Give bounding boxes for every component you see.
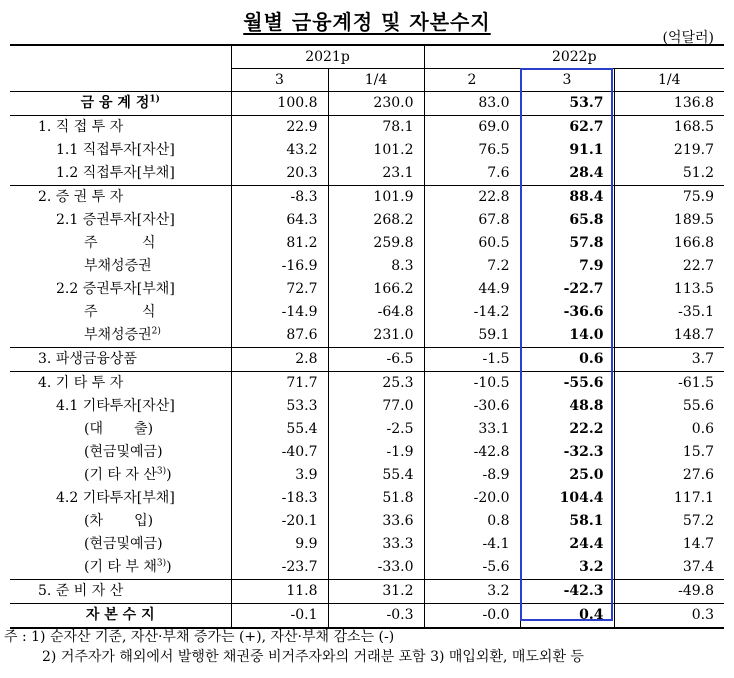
header-year-2021: 2021p: [231, 45, 424, 69]
table-row: [10, 209, 724, 232]
table-row: [10, 186, 724, 210]
row-label: [10, 278, 231, 301]
unit-label: (억달러): [662, 30, 714, 46]
row-label-text: 금 융 계 정: [80, 95, 150, 111]
value-cell: -8.3: [231, 186, 328, 210]
value-cell: 76.5: [424, 139, 520, 162]
value-cell: 113.5: [614, 278, 724, 301]
header-year-2022: 2022p: [424, 45, 724, 69]
value-cell: 87.6: [231, 324, 328, 348]
row-label-text: 1.1 직접투자[자산]: [56, 142, 175, 158]
value-cell: -0.3: [328, 604, 424, 629]
footnote-marker: 3): [156, 466, 167, 477]
value-cell: 230.0: [328, 92, 424, 116]
value-cell: 83.0: [424, 92, 520, 116]
footnote-2: 2) 거주자가 해외에서 발행한 채권중 비거주자와의 거래분 포함 3) 매입외환, 매도외환 등: [42, 649, 584, 665]
value-cell: 53.3: [231, 395, 328, 418]
value-cell: 22.9: [231, 116, 328, 140]
value-cell: 55.4: [328, 464, 424, 487]
value-cell: 75.9: [614, 186, 724, 210]
value-cell: 37.4: [614, 556, 724, 580]
row-label-text: (기 타 자 산: [84, 467, 157, 483]
value-cell: 51.8: [328, 487, 424, 510]
value-cell: 48.8: [520, 395, 614, 418]
table-row: [10, 464, 724, 487]
value-cell: -18.3: [231, 487, 328, 510]
row-label-text: (현금및예금): [84, 536, 163, 552]
value-cell: -10.5: [424, 372, 520, 396]
row-label-text: 4.2 기타투자[부채]: [56, 490, 175, 506]
value-cell: 72.7: [231, 278, 328, 301]
row-label-text: 주 식: [84, 304, 156, 320]
value-cell: 57.2: [614, 510, 724, 533]
table-row: [10, 348, 724, 372]
value-cell: 25.3: [328, 372, 424, 396]
value-cell: -23.7: [231, 556, 328, 580]
row-label: [10, 418, 231, 441]
value-cell: -5.6: [424, 556, 520, 580]
row-label: [10, 487, 231, 510]
value-cell: 55.6: [614, 395, 724, 418]
value-cell: 71.7: [231, 372, 328, 396]
value-cell: 14.0: [520, 324, 614, 348]
value-cell: 22.8: [424, 186, 520, 210]
value-cell: 189.5: [614, 209, 724, 232]
value-cell: 11.8: [231, 580, 328, 604]
table-row: [10, 418, 724, 441]
value-cell: -8.9: [424, 464, 520, 487]
row-label: [10, 92, 231, 116]
row-label-text: 2. 증 권 투 자: [38, 189, 124, 205]
value-cell: 9.9: [231, 533, 328, 556]
header-col: 1/4: [328, 69, 424, 92]
value-cell: 67.8: [424, 209, 520, 232]
value-cell: 53.7: [520, 92, 614, 116]
value-cell: 77.0: [328, 395, 424, 418]
row-label-text: 3. 파생금융상품: [38, 351, 137, 367]
header-col: 3: [520, 69, 614, 92]
value-cell: 81.2: [231, 232, 328, 255]
row-label-text: (현금및예금): [84, 444, 163, 460]
header-corner-2: [10, 69, 231, 92]
row-label: [10, 348, 231, 372]
table-row: [10, 510, 724, 533]
value-cell: 43.2: [231, 139, 328, 162]
table-row: [10, 533, 724, 556]
value-cell: 59.1: [424, 324, 520, 348]
value-cell: 78.1: [328, 116, 424, 140]
value-cell: 91.1: [520, 139, 614, 162]
value-cell: 62.7: [520, 116, 614, 140]
row-label: [10, 510, 231, 533]
value-cell: -30.6: [424, 395, 520, 418]
table-row: [10, 556, 724, 580]
footnote-1: 주 : 1) 순자산 기준, 자산·부채 증가는 (+), 자산·부채 감소는 (-): [4, 629, 395, 645]
table-row: [10, 487, 724, 510]
value-cell: 33.3: [328, 533, 424, 556]
row-label-text: (차 입): [84, 513, 154, 529]
row-label: [10, 395, 231, 418]
value-cell: -49.8: [614, 580, 724, 604]
value-cell: 7.9: [520, 255, 614, 278]
value-cell: -16.9: [231, 255, 328, 278]
table-row: [10, 116, 724, 140]
value-cell: 14.7: [614, 533, 724, 556]
value-cell: 0.4: [520, 604, 614, 629]
value-cell: 58.1: [520, 510, 614, 533]
value-cell: -42.3: [520, 580, 614, 604]
value-cell: 69.0: [424, 116, 520, 140]
row-label-text: 주 식: [84, 235, 156, 251]
footnote-marker: 2): [151, 326, 161, 337]
row-label-text: 1.2 직접투자[부채]: [56, 165, 175, 181]
value-cell: 7.6: [424, 162, 520, 186]
value-cell: 148.7: [614, 324, 724, 348]
value-cell: -32.3: [520, 441, 614, 464]
row-label: [10, 162, 231, 186]
value-cell: 3.7: [614, 348, 724, 372]
table-row: [10, 604, 724, 629]
value-cell: -0.0: [424, 604, 520, 629]
value-cell: 28.4: [520, 162, 614, 186]
table-row: [10, 232, 724, 255]
row-label-text: 4.1 기타투자[자산]: [56, 398, 175, 414]
row-label-text: 2.2 증권투자[부채]: [56, 281, 175, 297]
table-row: [10, 395, 724, 418]
row-label-text: 2.1 증권투자[자산]: [56, 212, 175, 228]
header-col: 1/4: [614, 69, 724, 92]
value-cell: 60.5: [424, 232, 520, 255]
footnote-marker: 3): [156, 558, 167, 569]
value-cell: -14.9: [231, 301, 328, 324]
value-cell: -20.0: [424, 487, 520, 510]
value-cell: 3.2: [424, 580, 520, 604]
row-label: [10, 232, 231, 255]
value-cell: -2.5: [328, 418, 424, 441]
value-cell: 104.4: [520, 487, 614, 510]
table-row: [10, 278, 724, 301]
table-row: [10, 92, 724, 116]
value-cell: 33.1: [424, 418, 520, 441]
row-label-text: 5. 준 비 자 산: [38, 583, 124, 599]
table-row: [10, 441, 724, 464]
page-title: 월별 금융계정 및 자본수지: [243, 10, 491, 34]
row-label: [10, 533, 231, 556]
row-label: [10, 301, 231, 324]
table-row: [10, 139, 724, 162]
value-cell: 0.3: [614, 604, 724, 629]
table-row: [10, 324, 724, 348]
row-label: [10, 255, 231, 278]
value-cell: 2.8: [231, 348, 328, 372]
value-cell: 51.2: [614, 162, 724, 186]
footnote-marker: 1): [149, 94, 160, 105]
value-cell: 0.6: [520, 348, 614, 372]
value-cell: -55.6: [520, 372, 614, 396]
value-cell: 101.9: [328, 186, 424, 210]
value-cell: 57.8: [520, 232, 614, 255]
financial-account-table: [10, 44, 724, 629]
value-cell: 219.7: [614, 139, 724, 162]
value-cell: 3.2: [520, 556, 614, 580]
value-cell: -22.7: [520, 278, 614, 301]
row-label: [10, 186, 231, 210]
table-row: [10, 372, 724, 396]
row-label: [10, 139, 231, 162]
table-row: [10, 301, 724, 324]
value-cell: 27.6: [614, 464, 724, 487]
value-cell: 7.2: [424, 255, 520, 278]
value-cell: -61.5: [614, 372, 724, 396]
value-cell: 3.9: [231, 464, 328, 487]
row-label-text: 1. 직 접 투 자: [38, 119, 124, 135]
value-cell: 166.2: [328, 278, 424, 301]
row-label: [10, 441, 231, 464]
value-cell: -1.5: [424, 348, 520, 372]
row-label-text: 부채성증권: [84, 327, 152, 343]
value-cell: 55.4: [231, 418, 328, 441]
row-label: [10, 464, 231, 487]
value-cell: 65.8: [520, 209, 614, 232]
value-cell: -42.8: [424, 441, 520, 464]
value-cell: -4.1: [424, 533, 520, 556]
row-label: [10, 116, 231, 140]
header-year-row: [10, 45, 724, 69]
value-cell: -35.1: [614, 301, 724, 324]
row-label-text: (기 타 부 채: [84, 559, 157, 575]
value-cell: 31.2: [328, 580, 424, 604]
value-cell: 101.2: [328, 139, 424, 162]
header-corner: [10, 45, 231, 69]
value-cell: 15.7: [614, 441, 724, 464]
row-label: [10, 604, 231, 629]
label-paren: ): [166, 559, 172, 575]
value-cell: -0.1: [231, 604, 328, 629]
value-cell: 259.8: [328, 232, 424, 255]
value-cell: 231.0: [328, 324, 424, 348]
value-cell: 25.0: [520, 464, 614, 487]
table-row: [10, 580, 724, 604]
value-cell: 0.6: [614, 418, 724, 441]
value-cell: 88.4: [520, 186, 614, 210]
value-cell: 64.3: [231, 209, 328, 232]
header-col: 3: [231, 69, 328, 92]
table-row: [10, 255, 724, 278]
value-cell: 117.1: [614, 487, 724, 510]
row-label: [10, 556, 231, 580]
value-cell: 23.1: [328, 162, 424, 186]
value-cell: -20.1: [231, 510, 328, 533]
value-cell: 0.8: [424, 510, 520, 533]
value-cell: 22.7: [614, 255, 724, 278]
value-cell: -6.5: [328, 348, 424, 372]
value-cell: 20.3: [231, 162, 328, 186]
value-cell: 44.9: [424, 278, 520, 301]
value-cell: 168.5: [614, 116, 724, 140]
table-row: [10, 162, 724, 186]
value-cell: -1.9: [328, 441, 424, 464]
row-label-text: 자 본 수 지: [85, 607, 155, 623]
row-label-text: 부채성증권: [84, 258, 152, 274]
value-cell: -36.6: [520, 301, 614, 324]
value-cell: -40.7: [231, 441, 328, 464]
value-cell: 8.3: [328, 255, 424, 278]
value-cell: 22.2: [520, 418, 614, 441]
row-label-text: (대 출): [84, 421, 154, 437]
value-cell: -33.0: [328, 556, 424, 580]
value-cell: 100.8: [231, 92, 328, 116]
row-label-text: 4. 기 타 투 자: [38, 375, 124, 391]
value-cell: 33.6: [328, 510, 424, 533]
value-cell: 268.2: [328, 209, 424, 232]
header-col: 2: [424, 69, 520, 92]
row-label: [10, 324, 231, 348]
header-period-row: [10, 69, 724, 92]
value-cell: -14.2: [424, 301, 520, 324]
row-label: [10, 580, 231, 604]
value-cell: 136.8: [614, 92, 724, 116]
row-label: [10, 209, 231, 232]
value-cell: 24.4: [520, 533, 614, 556]
label-paren: ): [166, 467, 172, 483]
value-cell: -64.8: [328, 301, 424, 324]
row-label: [10, 372, 231, 396]
value-cell: 166.8: [614, 232, 724, 255]
